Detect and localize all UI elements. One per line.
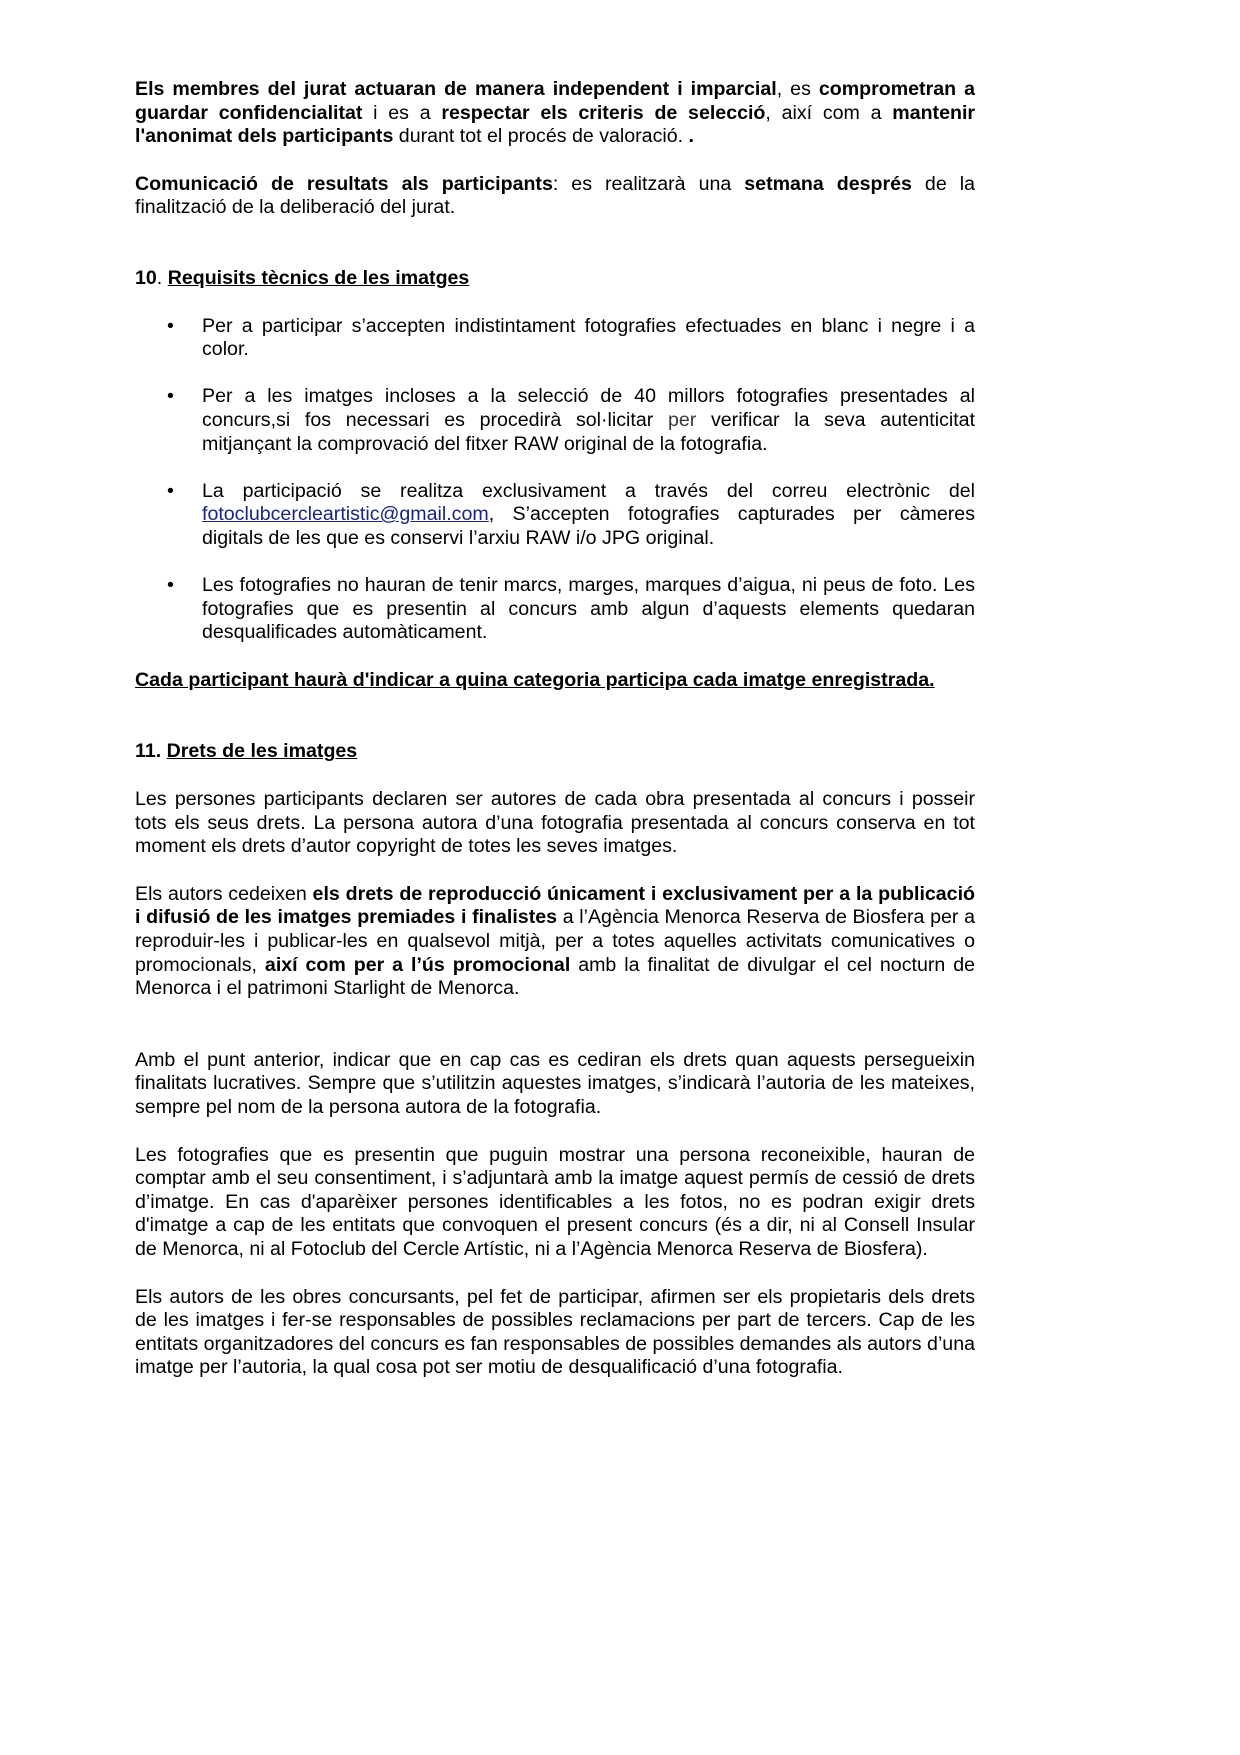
confidentiality-text: comprometran a guardar confidencialitat — [135, 78, 975, 124]
reproduction-rights-text: els drets de reproducció únicament i exclusivament per a la publicació i difusió de les imatges premiades i finalistes — [135, 882, 975, 929]
list-item-text: Les fotografies no hauran de tenir marcs, marges, marques d’aigua, ni peus de foto. Les fotografies que es presentin al concurs amb algun d’aquests elements quedaran desqualificades automàticament. — [202, 574, 975, 644]
list-item-text: verificar la seva autenticitat mitjançant la comprovació del fitxer RAW original de la fotografia. — [202, 408, 976, 455]
section-11-heading — [135, 740, 975, 764]
results-label: Comunicació de resultats als participants — [135, 172, 553, 195]
list-item — [135, 385, 975, 456]
bullet-icon: • — [167, 479, 174, 502]
list-item — [135, 574, 975, 645]
category-note: Cada participant haurà d'indicar a quina categoria participa cada imatge enregistrada. — [135, 668, 935, 691]
results-paragraph — [135, 173, 975, 220]
section-number: 11. — [135, 740, 162, 763]
document-page — [135, 78, 975, 1380]
list-item — [135, 315, 975, 362]
rights-paragraph-1: Les persones participants declaren ser autores de cada obra presentada al concurs i posseir tots els seus drets. La persona autora d’una fotografia presentada al concurs conserva en tot moment els drets d’autor copyright de totes les seves imatges. — [135, 788, 975, 858]
text-span: , així com a — [765, 101, 893, 124]
rights-paragraph-3: Amb el punt anterior, indicar que en cap cas es cediran els drets quan aquests persegueixin finalitats lucratives. Sempre que s’utilitzin aquestes imatges, s’indicarà l’autoria de les mateixes, sempre pel nom de la persona autora de la fotografia. — [135, 1048, 975, 1118]
text-span: : es realitzarà una — [552, 172, 745, 195]
text-span: a l’Agència Menorca Reserva de Biosfera per a reproduir-les i publicar-les en qualsevol mitjà, per a totes aquelles activitats comunicatives o promocionals, — [135, 906, 975, 976]
bullet-icon: • — [167, 314, 174, 337]
section-10-heading — [135, 267, 975, 291]
bullet-icon: • — [167, 385, 174, 408]
criteria-text: respectar els criteris de selecció — [441, 101, 766, 124]
jury-independence-text: Els membres del jurat actuaran de manera independent i imparcial — [135, 78, 777, 100]
list-item-text: , S’accepten fotografies capturades per càmeres digitals de les que es conservi l’arxiu RAW i/o JPG original. — [202, 503, 975, 549]
text-span: amb la finalitat de divulgar el cel nocturn de Menorca i el patrimoni Starlight de Menorca. — [135, 953, 975, 1000]
rights-paragraph-4: Les fotografies que es presentin que puguin mostrar una persona reconeixible, hauran de comptar amb el seu consentiment, i s’adjuntarà amb la imatge aquest permís de cessió de drets d’imatge. En cas d'aparèixer persones identificables a les fotos, no es podran exigir drets d'imatge a cap de les entitats que convoquen el present concurs (és a dir, ni al Consell Insular de Menorca, ni al Fotoclub del Cercle Artístic, ni a l’Agència Menorca Reserva de Biosfera). — [135, 1143, 975, 1260]
promotional-use-text: així com per a l’ús promocional — [264, 953, 571, 976]
text-span: Els autors cedeixen — [135, 882, 313, 905]
section-title: Requisits tècnics de les imatges — [167, 266, 470, 289]
list-item-text: per — [667, 408, 697, 431]
anonymity-text: mantenir l'anonimat dels participants — [135, 101, 976, 148]
text-span: . — [688, 125, 694, 148]
text-span: , es — [776, 78, 819, 100]
text-span: i es a — [362, 101, 442, 124]
text-span: de la finalització de la deliberació del jurat. — [135, 172, 975, 219]
section-number: 10 — [135, 266, 157, 289]
section-title: Drets de les imatges — [166, 740, 358, 763]
text-span: durant tot el procés de valoració. — [393, 125, 689, 148]
list-item-text: Per a les imatges incloses a la selecció de 40 millors fotografies presentades al concurs,si fos necessari es procedirà sol·licitar — [202, 385, 975, 431]
email-link[interactable]: fotoclubcercleartistic@gmail.com — [202, 503, 489, 526]
list-item — [135, 480, 975, 551]
rights-paragraph-2 — [135, 883, 975, 1001]
text-span: . — [156, 266, 168, 289]
bullet-icon: • — [167, 574, 174, 597]
jury-paragraph — [135, 78, 975, 149]
results-timing: setmana després — [744, 172, 912, 195]
rights-paragraph-5: Els autors de les obres concursants, pel fet de participar, afirmen ser els propietaris dels drets de les imatges i fer-se responsables de possibles reclamacions per part de tercers. Cap de les entitats organitzadores del concurs es fan responsables de possibles demandes als autors d’una imatge per l’autoria, la qual cosa pot ser motiu de desqualificació d’una fotografia. — [135, 1285, 975, 1379]
list-item-text: La participació se realitza exclusivament a través del correu electrònic del — [202, 479, 975, 502]
technical-requirements-list — [135, 315, 975, 645]
list-item-text: Per a participar s’accepten indistintament fotografies efectuades en blanc i negre i a color. — [202, 314, 975, 361]
